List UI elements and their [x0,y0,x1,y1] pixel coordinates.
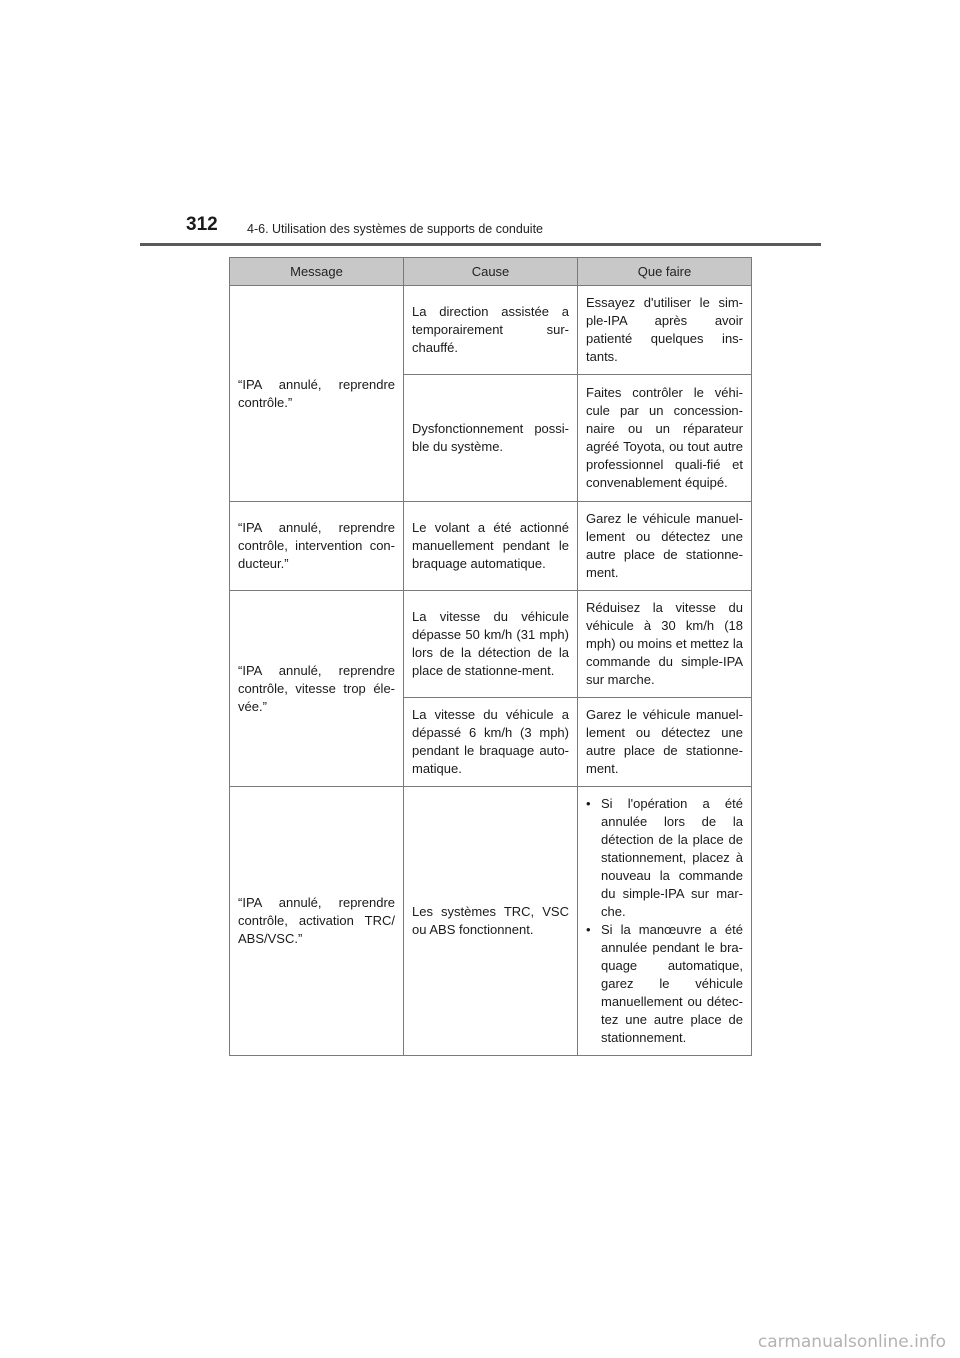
cause-cell: La vitesse du véhicule a dépassé 6 km/h (3 mph) pendant le braquage auto-matique. [404,698,578,787]
warning-message-table [229,257,752,1056]
column-header-cause: Cause [404,258,578,286]
list-item [586,921,743,1047]
cause-cell: Le volant a été actionné manuellement pendant le braquage automatique. [404,502,578,591]
table-row [230,502,752,591]
watermark: carmanualsonline.info [757,1332,946,1352]
message-cell: “IPA annulé, reprendre contrôle.” [230,286,404,502]
header-divider [140,243,821,246]
column-header-action: Que faire [578,258,752,286]
list-item [586,795,743,921]
bullet-icon: • [586,796,591,811]
column-header-message: Message [230,258,404,286]
table-header-row [230,258,752,286]
cause-cell: La vitesse du véhicule dépasse 50 km/h (31 mph) lors de la détection de la place de stationne-ment. [404,591,578,698]
table-row [230,591,752,698]
action-cell: Faites contrôler le véhi-cule par un concession-naire ou un réparateur agréé Toyota, ou tout autre professionnel quali-fié et convenablement équipé. [578,375,752,502]
action-cell: Réduisez la vitesse du véhicule à 30 km/h (18 mph) ou moins et mettez la commande du simple-IPA sur marche. [578,591,752,698]
page-number: 312 [186,214,218,235]
table-row [230,286,752,375]
action-cell: Garez le véhicule manuel-lement ou détectez une autre place de stationne-ment. [578,502,752,591]
cause-cell: Les systèmes TRC, VSC ou ABS fonctionnent. [404,787,578,1056]
action-cell: Garez le véhicule manuel-lement ou détectez une autre place de stationne-ment. [578,698,752,787]
table-row [230,787,752,1056]
cause-cell: La direction assistée a temporairement sur-chauffé. [404,286,578,375]
bullet-icon: • [586,922,591,937]
message-cell: “IPA annulé, reprendre contrôle, vitesse trop éle-vée.” [230,591,404,787]
action-bullet-list [586,795,743,1047]
action-cell [578,787,752,1056]
cause-cell: Dysfonctionnement possi-ble du système. [404,375,578,502]
message-cell: “IPA annulé, reprendre contrôle, intervention con-ducteur.” [230,502,404,591]
action-cell: Essayez d'utiliser le sim-ple-IPA après avoir patienté quelques ins-tants. [578,286,752,375]
message-cell: “IPA annulé, reprendre contrôle, activation TRC/ ABS/VSC.” [230,787,404,1056]
bullet-text: Si l'opération a été annulée lors de la détection de la place de stationnement, placez à nouveau la commande du simple-IPA sur mar-che. [601,796,743,919]
section-title: 4-6. Utilisation des systèmes de supports de conduite [247,222,543,236]
bullet-text: Si la manœuvre a été annulée pendant le bra-quage automatique, garez le véhicule manuellement ou détec-tez une autre place de stationnement. [601,922,743,1045]
